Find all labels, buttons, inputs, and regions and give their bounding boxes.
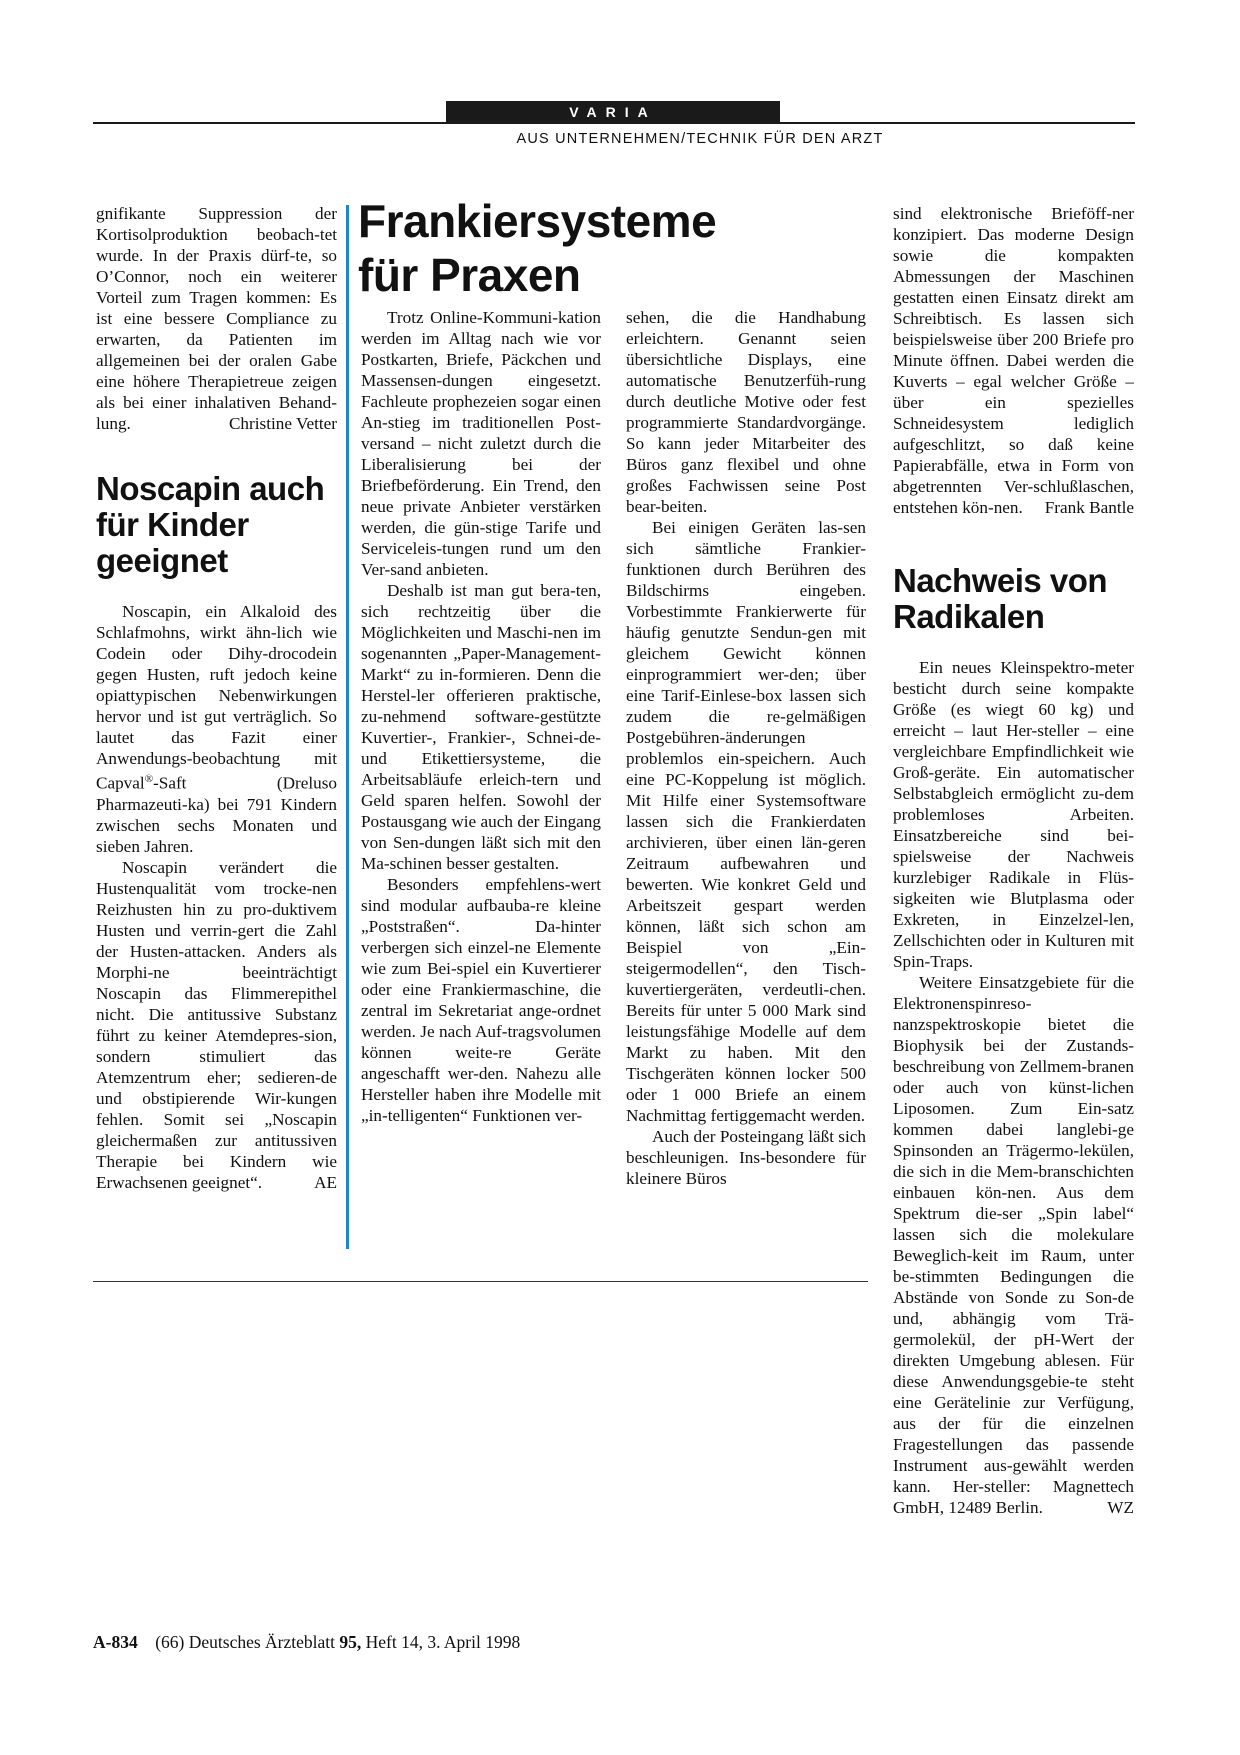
author-credit: WZ [1107, 1498, 1134, 1517]
paragraph: Besonders empfehlens-wert sind modular aufbauba-re kleine „Poststraßen“. Da-hinter verbergen sich einzel-ne Elemente wie zum Bei-spiel ein Kuvertierer oder eine Frankiermaschine, die zentral im Sekretariat ange-ordnet werden. Je nach Auf-tragsvolumen können weite-re Geräte angeschafft wer-den. Nahezu alle Hersteller haben ihre Modelle mit „in-telligenten“ Funktionen ver- [361, 875, 601, 1125]
article-heading-radikale: Nachweis von Radikalen [893, 562, 1108, 635]
paragraph: Deshalb ist man gut bera-ten, sich rechtzeitig über die Möglichkeiten und Maschi-nen im sogenannten „Paper-Management-Markt“ zu in-formieren. Denn die Herstel-ler offerieren praktische, zu-nehmend software-gestützte Kuvertier-, Frankier-, Schnei-de- und Etikettiersysteme, die Arbeitsabläufe erleich-tern und Geld sparen helfen. Sowohl der Postausgang wie auch der Eingang von Sen-dungen läßt sich mit den Ma-schinen besser gestalten. [361, 581, 601, 873]
paragraph: Bei einigen Geräten las-sen sich sämtliche Frankier-funktionen durch Berühren des Bildschirms eingeben. Vorbestimmte Frankierwerte für häufig genutzte Sendun-gen mit gleichem Gewicht können einprogrammiert wer-den; über eine Tarif-Einlese-box lassen sich zudem die re-gelmäßigen Postgebühren-änderungen problemlos ein-speichern. Auch eine PC-Koppelung ist möglich. Mit Hilfe einer Systemsoftware lassen sich die Frankierdaten archivieren, über einen län-geren Zeitraum aufbewahren und bewerten. Wie konkret Geld und Arbeitszeit gespart werden können, läßt sich schon am Beispiel von „Ein-steigermodellen“, den Tisch-kuvertiergeräten, verdeutli-chen. Bereits für unter 5 000 Mark sind leistungsfähige Modelle auf dem Markt zu haben. Mit den Tischgeräten können locker 500 oder 1 000 Briefe an einem Nachmittag fertiggemacht werden. [626, 518, 866, 1125]
main-article-title [358, 194, 858, 302]
column-1 [96, 203, 337, 1193]
journal-issue: Heft 14, 3. April 1998 [365, 1632, 521, 1652]
paragraph [96, 601, 337, 857]
author-credit: AE [314, 1172, 337, 1192]
paragraph-text: Noscapin, ein Alkaloid des Schlafmohns, wirkt ähn-lich wie Codein oder Dihy-drocodein gegen Husten, ruft jedoch keine opiattypischen Nebenwirkungen hervor und ist gut verträglich. So lautet das Fazit einer Anwendungs-beobachtung mit Capval [96, 602, 337, 793]
paragraph [96, 857, 337, 1193]
paragraph-text: Noscapin verändert die Hustenqualität vom trocke-nen Reizhusten hin zu pro-duktivem Husten und verrin-gert die Zahl der Husten-attacken. Anders als Morphi-ne beeinträchtigt Noscapin das Flimmerepithel nicht. Die antitussive Substanz führt zu keiner Atemdepres-sion, sondern stimuliert das Atemzentrum eher; sedieren-de und obstipierende Wir-kungen fehlen. Somit sei „Noscapin gleichermaßen zur antitussiven Therapie bei Kindern wie Erwachsenen geeignet“. [96, 857, 337, 1192]
column-3 [626, 307, 866, 1189]
paragraph: Trotz Online-Kommuni-kation werden im Alltag nach wie vor Postkarten, Briefe, Päckchen und Massensen-dungen eingesetzt. Fachleute prophezeien sogar einen An-stieg im traditionellen Post-versand – nicht zuletzt durch die Liberalisierung bei der Briefbeförderung. Ein Trend, den neue private Anbieter verstärken werden, die gün-stige Tarife und Serviceleis-tungen rund um den Ver-sand anbieten. [361, 308, 601, 579]
paragraph-text: -Saft (Dreluso Pharmazeuti-ka) bei 791 Kindern zwischen sechs Monaten und sieben Jahren. [96, 773, 337, 856]
article-continuation [96, 203, 337, 434]
title-line: Frankiersysteme [358, 195, 717, 247]
article-bottom-rule [93, 1281, 868, 1282]
paragraph: sehen, die die Handhabung erleichtern. Genannt seien übersichtliche Displays, eine automatische Benutzerfüh-rung durch deutliche Motive oder fest programmierte Standardvorgänge. So kann jeder Mitarbeiter des Büros ganz flexibel und ohne großes Fachwissen seine Post bear-beiten. [626, 308, 866, 516]
paragraph: Auch der Posteingang läßt sich beschleunigen. Ins-besondere für kleinere Büros [626, 1127, 866, 1188]
title-line: für Praxen [358, 249, 581, 301]
article-accent-bar [346, 205, 349, 1249]
continuation-text: sind elektronische Brieföff-ner konzipiert. Das moderne Design sowie die kompakten Abmessungen der Maschinen gestatten einen Einsatz direkt am Schreibtisch. Es lassen sich beispielsweise über 200 Briefe pro Minute öffnen. Dabei werden die Kuverts – egal welcher Größe – über ein spezielles Schneidesystem lediglich aufgeschlitzt, so daß keine Papierabfälle, etwa in Form von abgetrennten Ver-schlußlaschen, entstehen kön-nen. [893, 204, 1134, 517]
article-continuation [893, 203, 1134, 518]
author-credit: Christine Vetter [228, 414, 337, 433]
paragraph-text: Weitere Einsatzgebiete für die Elektronenspinreso-nanzspektroskopie bietet die Biophysik bei der Zustands-beschreibung von Zellmem-branen oder auch von künst-lichen Liposomen. Zum Ein-satz kommen dabei langlebi-ge Spinsonden an Trägermo-lekülen, die sich in die Mem-branschichten einbauen kön-nen. Aus dem Spektrum die-ser „Spin label“ lassen sich die molekulare Beweglich-keit im Raum, unter be-stimmten Bedingungen die Abstände von Sonde zu Son-de und, abhängig vom Trä-germolekül, der pH-Wert der direkten Umgebung ablesen. Für diese Anwendungsgebie-te steht eine Gerätelinie zur Verfügung, aus der für die einzelnen Fragestellungen das passende Instrument aus-gewählt werden kann. Her-steller: Magnettech GmbH, 12489 Berlin. [893, 973, 1134, 1517]
continuation-text: gnifikante Suppression der Kortisolproduktion beobach-tet wurde. In der Praxis dürf-te, so O’Connor, noch ein weiterer Vorteil zum Tragen kommen: Es ist eine bessere Compliance zu erwarten, da Patienten im allgemeinen bei der oralen Gabe eine höhere Therapietreue zeigen als bei einer inhalativen Behand-lung. [96, 204, 337, 433]
column-4 [893, 203, 1134, 1518]
column-2 [361, 307, 601, 1126]
registered-mark: ® [144, 773, 154, 785]
subsection-label: AUS UNTERNEHMEN/TECHNIK FÜR DEN ARZT [516, 131, 884, 147]
paragraph: Ein neues Kleinspektro-meter besticht durch seine kompakte Größe (es wiegt 60 kg) und erreicht – laut Her-steller – eine vergleichbare Empfindlichkeit wie Groß-geräte. Ein automatischer Selbstabgleich ermöglicht zu-dem problemloses Arbeiten. Einsatzbereiche sind bei-spielsweise der Nachweis kurzlebiger Radikale in Flüs-sigkeiten wie Blutplasma oder Exkreten, in Einzelzel-len, Zellschichten oder in Kulturen mit Spin-Traps. [893, 658, 1134, 971]
section-label: VARIA [446, 101, 780, 123]
journal-volume: 95, [339, 1632, 362, 1652]
article-heading-noscapin: Noscapin auch für Kinder geeignet [96, 470, 325, 579]
header-rule [93, 122, 1135, 124]
paragraph [893, 972, 1134, 1518]
author-credit: Frank Bantle [1044, 498, 1134, 517]
page-footer [93, 1632, 520, 1653]
page-number: A-834 [93, 1632, 138, 1652]
journal-citation: (66) Deutsches Ärzteblatt [155, 1632, 336, 1652]
